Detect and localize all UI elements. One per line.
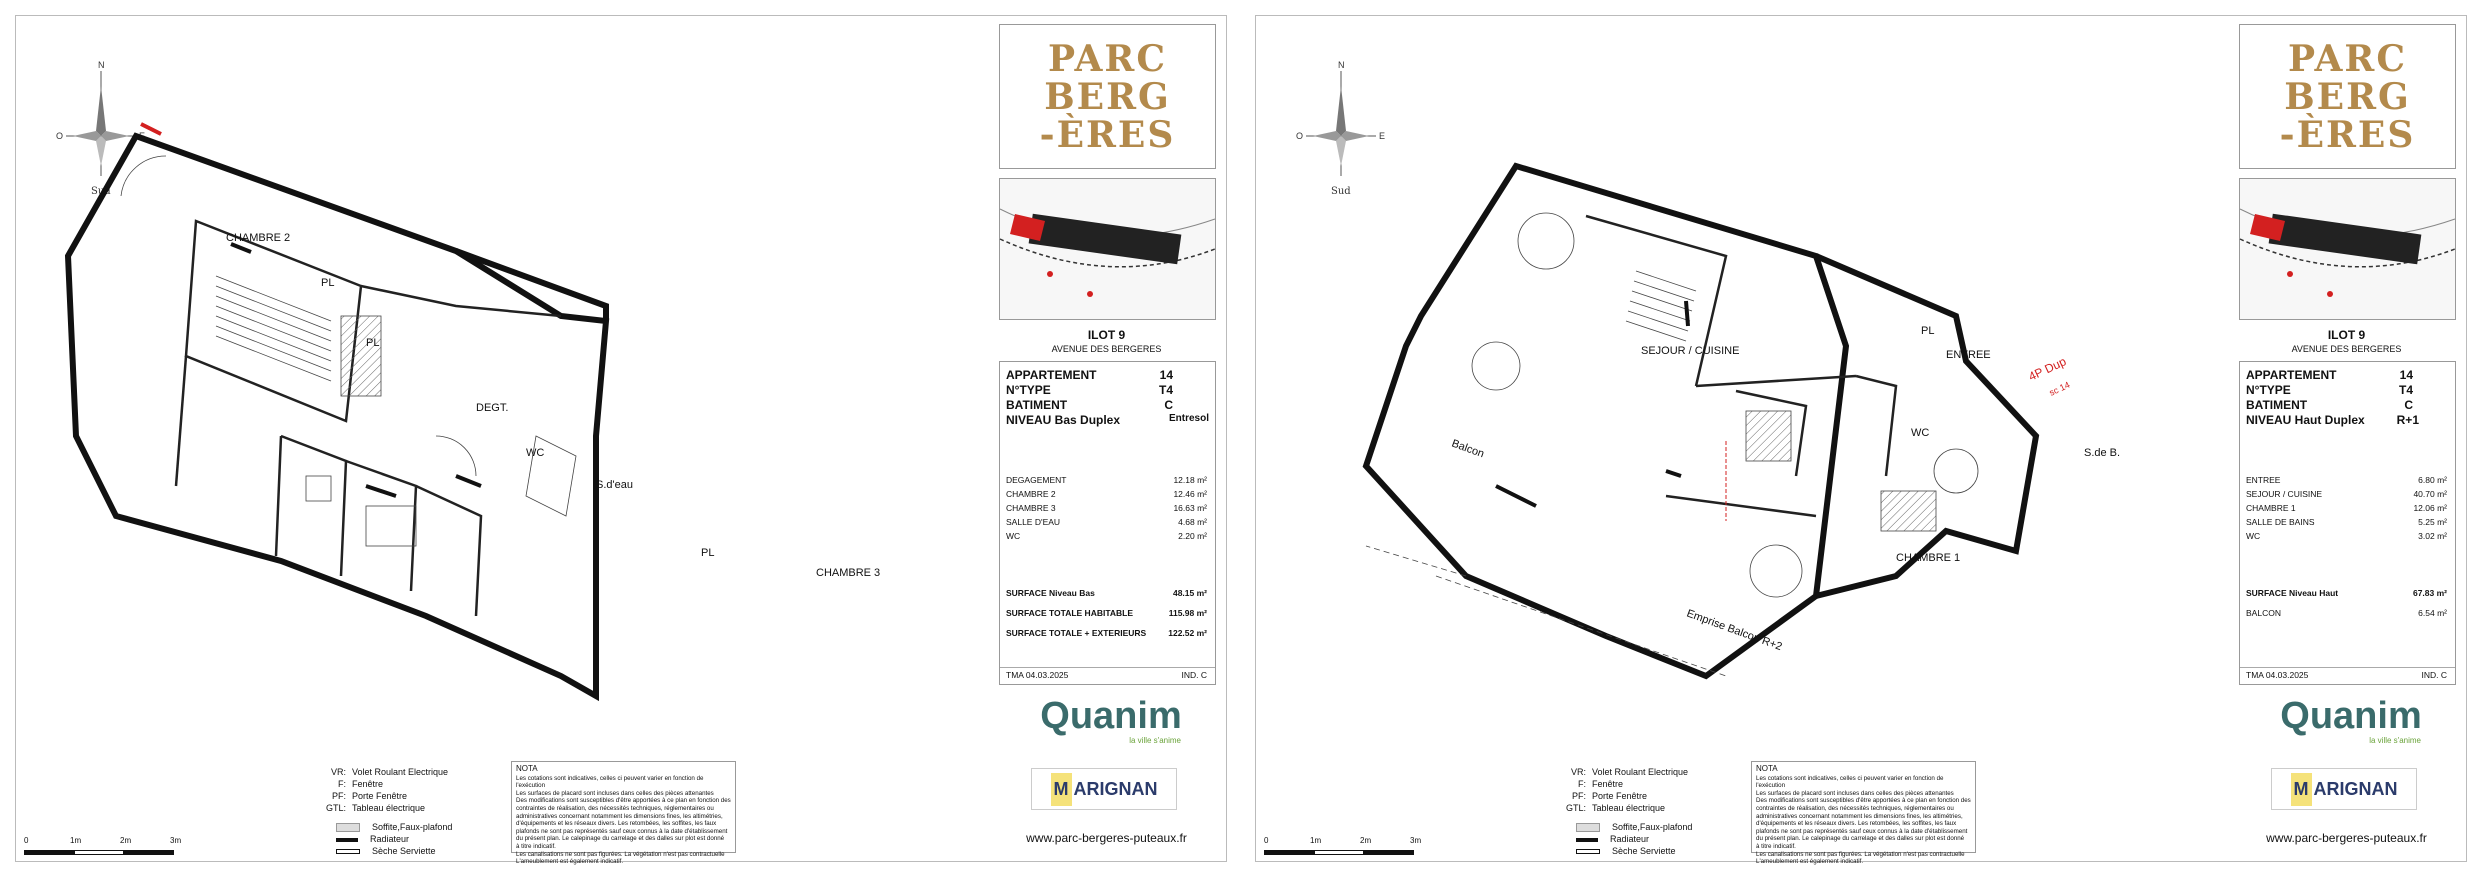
info-niveau: NIVEAU Bas Duplex Entresol [1006,413,1209,427]
legend-symbol-label: Radiateur [1610,834,1650,844]
marignan-text: ARIGNAN [1073,778,1158,799]
info-appartement: APPARTEMENT 14 [2246,368,2413,382]
nota-line: Les canalisations ne sont pas figurées. La végétation n'est pas contractuelle [516,850,725,858]
room-label-chambre-1: CHAMBRE 1 [1896,552,1961,564]
surface-row: CHAMBRE 3 16.63 m² [1006,503,1207,513]
nota-title: NOTA [516,764,538,773]
room-label-degt: DEGT. [476,402,509,414]
logo-line: -ÈRES [1039,113,1176,156]
room-label-emprise-balcon: Emprise Balcon R+2 [1684,607,1784,654]
legend-code: F: [1578,779,1586,789]
surface-row: DEGAGEMENT 12.18 m² [1006,475,1207,485]
seche-serviette-swatch-icon [1576,849,1600,854]
total-row: SURFACE Niveau Haut 67.83 m² [2246,588,2447,598]
marignan-m: M [2291,773,2312,806]
footer-divider [1000,667,1215,668]
legend-symbol-label: Sèche Serviette [1612,846,1676,856]
footer-divider [2240,667,2455,668]
cartouche [2231,16,2461,861]
floor-plan-drawing [1256,16,2226,861]
total-row: SURFACE Niveau Bas 48.15 m² [1006,588,1207,598]
parc-bergeres-logo [999,24,1216,169]
ilot-title: ILOT 9 [1087,328,1126,342]
nota-line: du présent plan. Le calepinage du carrelage et des dalles sur plot est donné [516,835,725,843]
nota-line: administratives concernant notamment les dimensions fines, les altimétries, [1756,812,1963,820]
room-label-pl-3: PL [701,547,715,559]
nota-line: L'ameublement est également indicatif. [1756,858,1864,866]
quanim-logo [1031,696,1191,745]
legend-symbols [1576,821,1692,857]
ilot-heading [2239,328,2454,354]
legend-symbol-label: Radiateur [370,834,410,844]
compass-rose-icon [1296,60,1385,197]
quanim-logo [2271,696,2431,745]
room-label-chambre-3: CHAMBRE 3 [816,567,881,579]
info-type: N°TYPE T4 [1006,383,1173,397]
compass-s: Sud [1331,186,1351,197]
legend-block [1556,766,1688,814]
website-link[interactable]: www.parc-bergeres-puteaux.fr [1026,831,1187,845]
apartment-tag-sub: sc 14 [2047,379,2072,398]
soffite-swatch-icon [1576,823,1600,832]
compass-n: N [1338,60,1345,70]
surface-row: CHAMBRE 1 12.06 m² [2246,503,2447,513]
legend-text: Porte Fenêtre [352,791,408,801]
ilot-heading [999,328,1214,354]
nota-line: contraintes de réalisation, des nécessités techniques, réglementaires ou [516,804,714,812]
nota-line: Des modifications sont susceptibles d'être apportées à ce plan en fonction des [516,797,731,805]
marignan-logo [2271,768,2417,810]
website-link[interactable]: www.parc-bergeres-puteaux.fr [2266,831,2427,845]
quanim-tagline: la ville s'anime [2369,736,2421,745]
scale-label: 2m [120,836,132,845]
location-map-drawing [2240,179,2455,319]
legend-symbol-label: Soffite,Faux-plafond [372,822,453,832]
location-map-drawing [1000,179,1215,319]
legend-text: Porte Fenêtre [1592,791,1648,801]
compass-n: N [98,60,105,70]
room-label-sdeb: S.de B. [2084,447,2121,459]
nota-line: Les surfaces de placard sont incluses dans celles des pièces attenantes [1756,789,1954,797]
floor-plan-drawing [16,16,986,861]
nota-line: du présent plan. Le calepinage du carrelage et des dalles sur plot est donné [1756,835,1965,843]
legend-code: F: [338,779,346,789]
legend-text: Tableau électrique [352,803,426,813]
nota-line: Des modifications sont susceptibles d'être apportées à ce plan en fonction des [1756,797,1971,805]
room-label-pl-1: PL [321,277,335,289]
nota-line: plafonds ne sont pas représentés sauf ceux connus à la date d'établissement [516,827,728,835]
scale-label: 1m [1310,836,1322,845]
room-label-balcon: Balcon [1449,437,1486,461]
plan-sheet-entresol [15,15,1227,866]
info-batiment: BATIMENT C [1006,398,1173,412]
legend-text: Fenêtre [1592,779,1624,789]
nota-line: d'équipements et les réseaux divers. Les retombées, les soffites, les faux [1756,820,1957,828]
soffite-swatch-icon [336,823,360,832]
surface-row: CHAMBRE 2 12.46 m² [1006,489,1207,499]
room-label-chambre-2: CHAMBRE 2 [226,232,291,244]
legend-code: PF: [331,791,346,801]
scale-label: 0 [1264,836,1269,845]
cartouche [991,16,1221,861]
scale-label: 1m [70,836,82,845]
quanim-tagline: la ville s'anime [1129,736,1181,745]
legend-text: Fenêtre [352,779,384,789]
location-map [999,178,1216,320]
nota-line: Les cotations sont indicatives, celles ci peuvent varier en fonction de l'exécution [516,774,704,790]
plan-sheet-r1 [1255,15,2467,866]
apartment-tag: 4P Dup [2026,354,2069,384]
legend-symbol-label: Soffite,Faux-plafond [1612,822,1693,832]
room-label-pl-2: PL [366,337,380,349]
total-row: SURFACE TOTALE + EXTERIEURS 122.52 m² [1006,628,1207,638]
legend-symbols [336,821,452,857]
surface-row: SALLE D'EAU 4.68 m² [1006,517,1207,527]
room-label-sejour-cuisine: SEJOUR / CUISINE [1641,345,1740,357]
floor-plan-r1 [1256,16,2226,861]
apartment-info-box [999,361,1216,685]
legend-symbol-label: Sèche Serviette [372,846,436,856]
room-label-pl: PL [1921,325,1935,337]
room-label-sdeau: S.d'eau [596,479,633,491]
scale-label: 0 [24,836,29,845]
scale-label: 3m [170,836,182,845]
total-row: BALCON 6.54 m² [2246,608,2447,618]
legend-block [316,766,448,814]
quanim-wordmark: Quanim [2280,695,2422,737]
surface-row: WC 2.20 m² [1006,531,1207,541]
total-row: SURFACE TOTALE HABITABLE 115.98 m² [1006,608,1207,618]
nota-line: L'ameublement est également indicatif. [516,858,624,866]
footer-row: TMA 04.03.2025 IND. C [1006,670,1207,680]
nota-box [511,761,736,866]
compass-s: Sud [91,186,111,197]
legend-code: GTL: [1565,803,1586,813]
seche-serviette-swatch-icon [336,849,360,854]
legend-text: Volet Roulant Electrique [352,767,449,777]
floor-plan-entresol [16,16,986,861]
legend-text: Volet Roulant Electrique [1592,767,1689,777]
ilot-address: AVENUE DES BERGERES [2291,344,2402,354]
legend-code: VR: [330,767,346,777]
nota-line: à titre indicatif. [1756,842,1796,850]
room-label-wc: WC [1911,427,1930,439]
scale-bar [24,836,184,861]
compass-o: O [56,131,64,141]
surface-row: SEJOUR / CUISINE 40.70 m² [2246,489,2447,499]
legend-code: PF: [1571,791,1586,801]
parc-bergeres-logo [2239,24,2456,169]
nota-line: administratives concernant notamment les dimensions fines, les altimétries, [516,812,723,820]
room-label-entree: ENTREE [1946,349,1991,361]
info-batiment: BATIMENT C [2246,398,2413,412]
logo-line: BERG [2284,75,2411,118]
scale-label: 2m [1360,836,1372,845]
info-niveau: NIVEAU Haut Duplex R+1 [2246,413,2419,427]
nota-line: plafonds ne sont pas représentés sauf ceux connus à la date d'établissement [1756,827,1968,835]
quanim-wordmark: Quanim [1040,695,1182,737]
footer-row: TMA 04.03.2025 IND. C [2246,670,2447,680]
compass-e: E [1379,131,1386,141]
logo-line: PARC [1048,37,1167,80]
info-type: N°TYPE T4 [2246,383,2413,397]
legend-code: VR: [1570,767,1586,777]
surface-row: WC 3.02 m² [2246,531,2447,541]
surface-row: ENTREE 6.80 m² [2246,475,2447,485]
scale-label: 3m [1410,836,1422,845]
ilot-address: AVENUE DES BERGERES [1051,344,1162,354]
nota-line: Les cotations sont indicatives, celles ci peuvent varier en fonction de l'exécution [1756,774,1944,790]
compass-o: O [1296,131,1304,141]
compass-e: E [139,131,146,141]
marignan-logo [1031,768,1177,810]
radiateur-swatch-icon [1576,838,1598,842]
location-map [2239,178,2456,320]
nota-box [1751,761,1976,866]
room-label-wc: WC [526,447,545,459]
nota-line: contraintes de réalisation, des nécessités techniques, réglementaires ou [1756,804,1954,812]
scale-bar [1264,836,1424,861]
marignan-text: ARIGNAN [2313,778,2398,799]
logo-line: -ÈRES [2279,113,2416,156]
apartment-info-box [2239,361,2456,685]
surface-row: SALLE DE BAINS 5.25 m² [2246,517,2447,527]
ilot-title: ILOT 9 [2327,328,2366,342]
nota-line: Les canalisations ne sont pas figurées. La végétation n'est pas contractuelle [1756,850,1965,858]
nota-line: à titre indicatif. [516,842,556,850]
radiateur-swatch-icon [336,838,358,842]
logo-line: BERG [1044,75,1171,118]
nota-line: Les surfaces de placard sont incluses dans celles des pièces attenantes [516,789,714,797]
logo-line: PARC [2288,37,2407,80]
legend-text: Tableau électrique [1592,803,1666,813]
compass-rose-icon [56,60,145,197]
nota-line: d'équipements et les réseaux divers. Les retombées, les soffites, les faux [516,820,717,828]
info-appartement: APPARTEMENT 14 [1006,368,1173,382]
legend-code: GTL: [325,803,346,813]
marignan-m: M [1051,773,1072,806]
nota-title: NOTA [1756,764,1778,773]
